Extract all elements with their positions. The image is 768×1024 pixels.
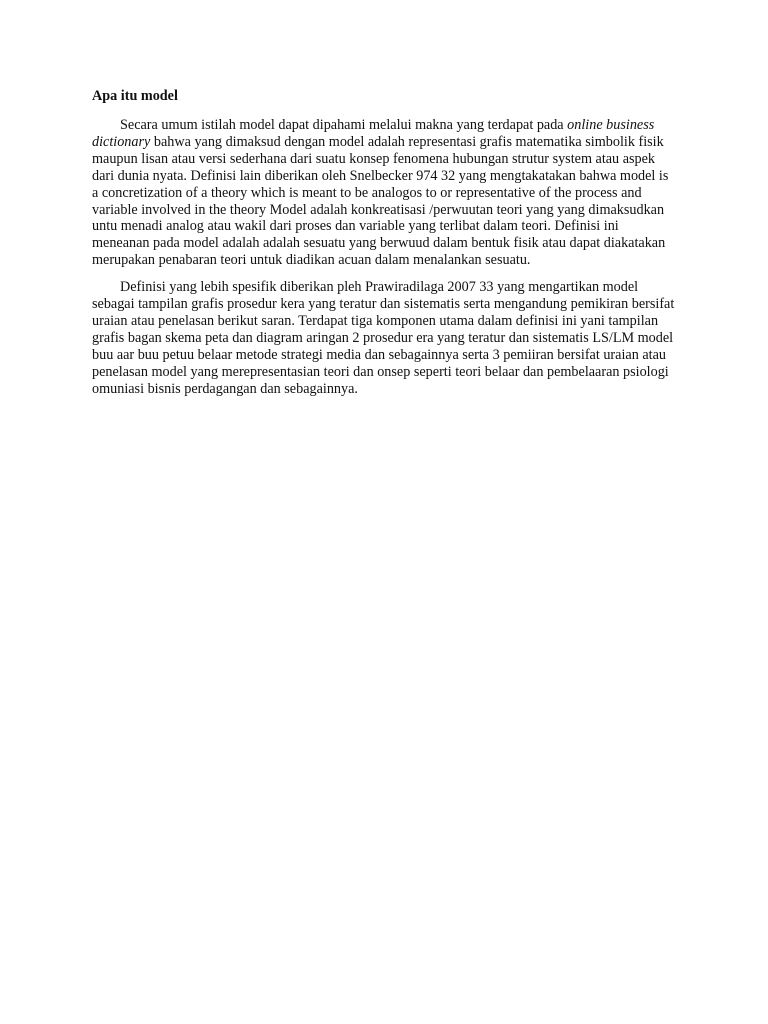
- paragraph-2-text: Definisi yang lebih spesifik diberikan pleh Prawiradilaga 2007 33 yang mengartikan model sebagai tampilan grafis prosedur kera yang teratur dan sistematis serta mengandung pemikiran bersifat uraian atau penelasan berikut saran. Terdapat tiga komponen utama dalam definisi ini yani tampilan grafis bagan skema peta dan diagram aringan 2 prosedur era yang teratur dan sistematis LS/LM model buu aar buu petuu belaar metode strategi media dan sebagainnya serta 3 pemiiran bersifat uraian atau penelasan model yang merepresentasian teori dan onsep seperti teori belaar dan pembelaaran psiologi omuniasi bisnis perdagangan dan sebagainnya.: [92, 279, 675, 397]
- paragraph-1: [92, 117, 677, 269]
- document-heading: Apa itu model: [92, 88, 178, 104]
- paragraph-2: [92, 279, 677, 397]
- paragraph-1-italic-term: online business dictionary: [92, 117, 655, 150]
- paragraph-1-text-b: bahwa yang dimaksud dengan model adalah representasi grafis matematika simbolik fisik maupun lisan atau versi sederhana dari suatu konsep fenomena hubungan strutur system atau aspek dari dunia nyata. Definisi lain diberikan oleh Snelbecker 974 32 yang mengtakatakan bahwa model is a concretization of a theory which is meant to be analogos to or representative of the process and variable involved in the theory Model adalah konkreatisasi /perwuutan teori yang yang dimaksudkan untu menadi analog atau wakil dari proses dan variable yang terlibat dalam teori. Definisi ini meneanan pada model adalah adalah sesuatu yang berwuud dalam bentuk fisik atau dapat diakatakan merupakan penabaran teori untuk diadikan acuan dalam menalankan sesuatu.: [92, 133, 669, 269]
- document-body: [92, 88, 677, 408]
- paragraph-1-text-a: Secara umum istilah model dapat dipahami melalui makna yang terdapat pada: [120, 117, 568, 133]
